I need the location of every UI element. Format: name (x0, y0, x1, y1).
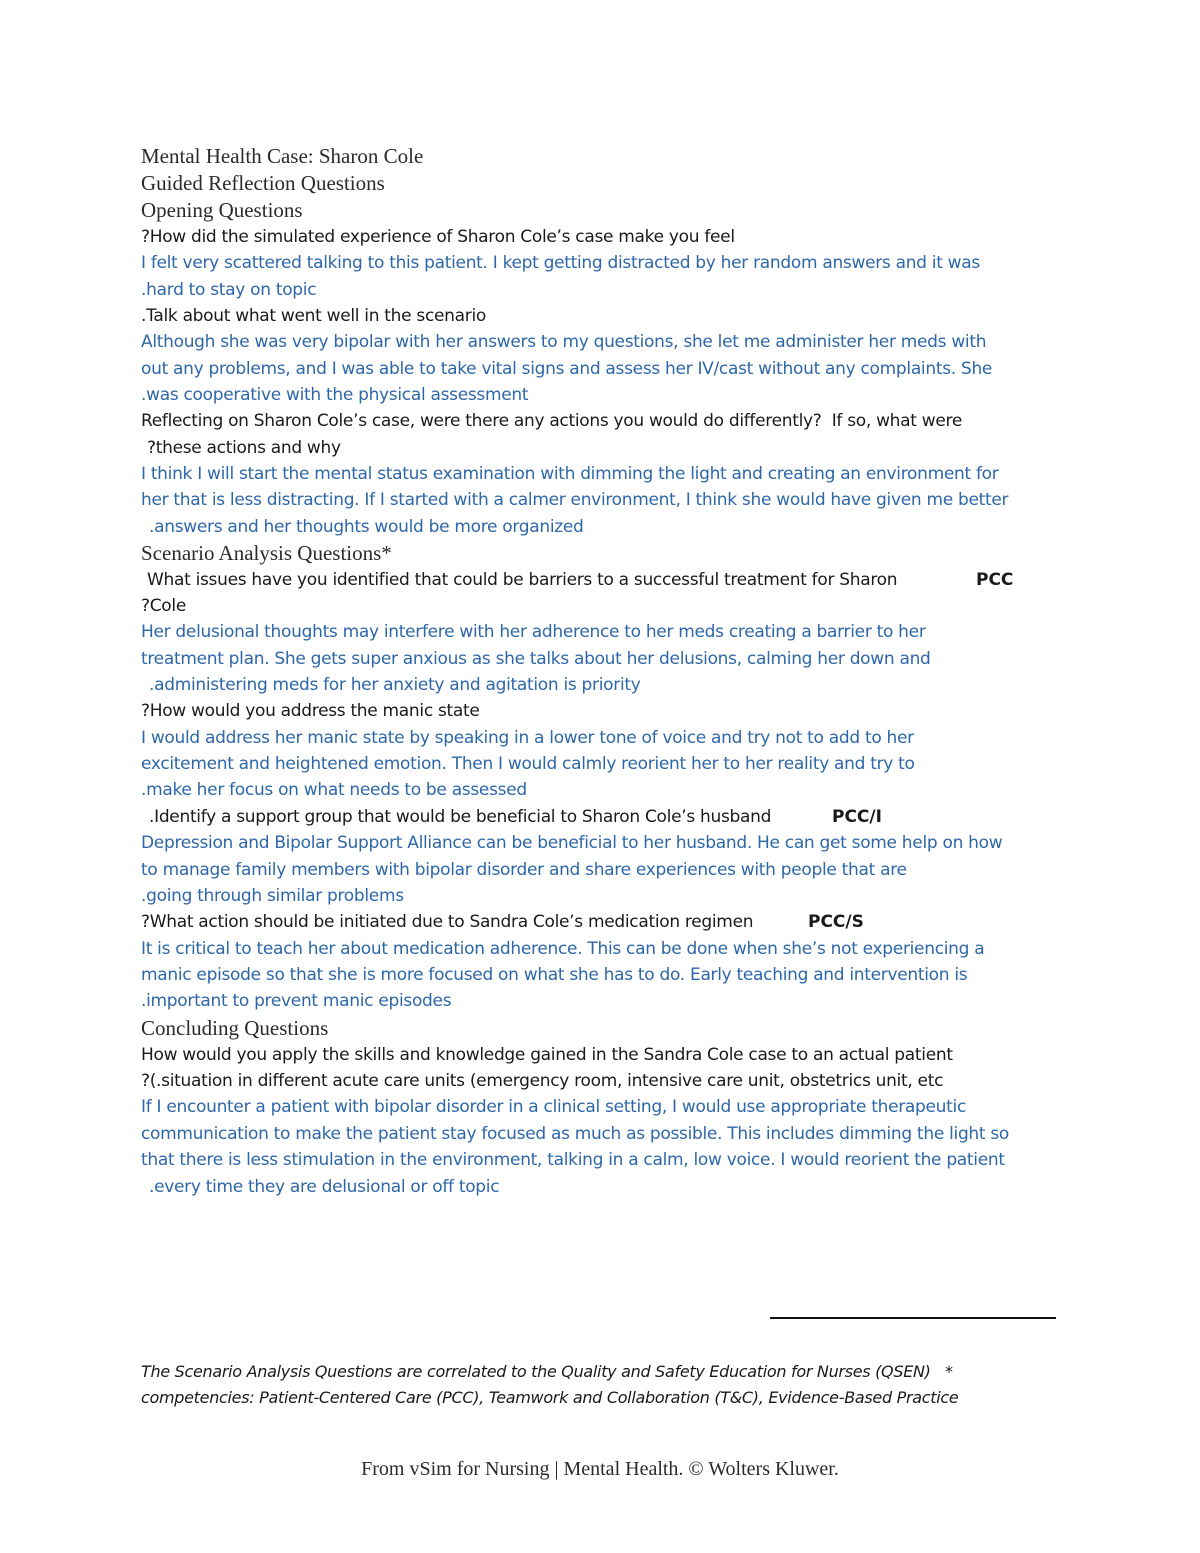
answer-text: Although she was very bipolar with her answers to my questions, she let me administer her meds with (141, 332, 987, 352)
question-text: ?What action should be initiated due to Sandra Cole’s medication regimen (141, 912, 754, 932)
document-subtitle: Guided Reflection Questions (141, 171, 385, 195)
answer-text: Depression and Bipolar Support Alliance can be beneficial to her husband. He can get some help on how (141, 833, 1003, 853)
answer-text: I would address her manic state by speaking in a lower tone of voice and try not to add to her (141, 728, 914, 748)
answer-text: If I encounter a patient with bipolar disorder in a clinical setting, I would use appropriate therapeutic (141, 1097, 966, 1117)
qsen-tag: PCC (976, 570, 1014, 590)
answer-text: communication to make the patient stay focused as much as possible. This includes dimming the light so (141, 1124, 1010, 1144)
answer-text: .going through similar problems (141, 886, 404, 906)
answer-text: .every time they are delusional or off topic (149, 1177, 500, 1197)
answer-text: .was cooperative with the physical assessment (141, 385, 529, 405)
document-title: Mental Health Case: Sharon Cole (141, 144, 424, 168)
answer-text: .administering meds for her anxiety and agitation is priority (149, 675, 641, 695)
question-text: ?Cole (141, 596, 186, 616)
footnote-text: The Scenario Analysis Questions are correlated to the Quality and Safety Education for Nurses (QSEN) * (141, 1362, 953, 1381)
section-heading-opening: Opening Questions (141, 198, 303, 222)
answer-text: excitement and heightened emotion. Then I would calmly reorient her to her reality and try to (141, 754, 915, 774)
answer-text: .important to prevent manic episodes (141, 991, 452, 1011)
answer-text: her that is less distracting. If I started with a calmer environment, I think she would have given me better (141, 490, 1009, 510)
section-heading-concluding: Concluding Questions (141, 1016, 329, 1040)
question-text: ?How did the simulated experience of Sharon Cole’s case make you feel (141, 227, 735, 247)
answer-text: I felt very scattered talking to this patient. I kept getting distracted by her random answers and it was (141, 253, 980, 273)
answer-text: to manage family members with bipolar disorder and share experiences with people that are (141, 860, 907, 880)
question-text: ?these actions and why (147, 438, 341, 458)
footnote-separator (770, 1317, 1056, 1319)
answer-text: treatment plan. She gets super anxious as she talks about her delusions, calming her down and (141, 649, 931, 669)
answer-text: manic episode so that she is more focused on what she has to do. Early teaching and intervention is (141, 965, 968, 985)
question-text: ?How would you address the manic state (141, 701, 480, 721)
answer-text: out any problems, and I was able to take vital signs and assess her IV/cast without any complaints. She (141, 359, 993, 379)
answer-text: .make her focus on what needs to be assessed (141, 780, 527, 800)
question-text: How would you apply the skills and knowledge gained in the Sandra Cole case to an actual patient (141, 1045, 953, 1065)
question-text: Reflecting on Sharon Cole’s case, were there any actions you would do differently? If so, what were (141, 411, 962, 431)
question-text: What issues have you identified that could be barriers to a successful treatment for Sharon (147, 570, 898, 590)
answer-text: .answers and her thoughts would be more organized (149, 517, 584, 537)
page-footer: From vSim for Nursing | Mental Health. © Wolters Kluwer. (361, 1458, 839, 1480)
answer-text: I think I will start the mental status examination with dimming the light and creating an environment for (141, 464, 999, 484)
question-text: .Talk about what went well in the scenario (141, 306, 486, 326)
question-text: ?(.situation in different acute care units (emergency room, intensive care unit, obstetrics unit, etc (141, 1071, 944, 1091)
section-heading-scenario: Scenario Analysis Questions* (141, 541, 392, 565)
question-text: .Identify a support group that would be beneficial to Sharon Cole’s husband (149, 807, 772, 827)
qsen-tag: PCC/S (808, 912, 864, 932)
answer-text: It is critical to teach her about medication adherence. This can be done when she’s not experiencing a (141, 939, 985, 959)
answer-text: that there is less stimulation in the environment, talking in a calm, low voice. I would reorient the patient (141, 1150, 1005, 1170)
footnote-text: competencies: Patient-Centered Care (PCC), Teamwork and Collaboration (T&C), Evidence-Based Practice (141, 1388, 959, 1407)
answer-text: Her delusional thoughts may interfere with her adherence to her meds creating a barrier to her (141, 622, 926, 642)
qsen-tag: PCC/I (832, 807, 882, 827)
answer-text: .hard to stay on topic (141, 280, 317, 300)
